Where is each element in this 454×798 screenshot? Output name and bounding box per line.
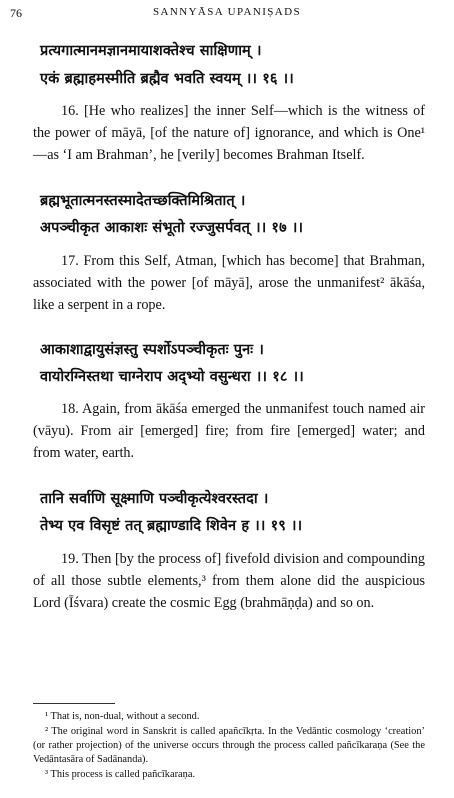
page-header xyxy=(10,6,444,22)
verse-19-sanskrit-line-2: तेभ्य एव विसृष्टं तत् ब्रह्माण्डादि शिवेन ह ।। १९ ।। xyxy=(40,518,303,534)
verse-16-translation-text: 16. [He who realizes] the inner Self—which is the witness of the power of māyā, [of the nature of] ignorance, and which is One¹—as ‘I am Brahman’, he [verily] becomes Brahman Itself. xyxy=(33,103,425,163)
verse-18-translation-text: 18. Again, from ākāśa emerged the unmanifest touch named air (vāyu). From air [emerged] fire; from fire [emerged] water; and from water, earth. xyxy=(33,401,425,461)
page-number: 76 xyxy=(10,6,22,20)
verse-16-sanskrit-line-2: एकं ब्रह्माहमस्मीति ब्रह्मैव भवति स्वयम् ।। १६ ।। xyxy=(40,71,294,87)
verse-19-translation xyxy=(33,548,425,614)
footnote-divider xyxy=(33,703,115,704)
footnotes xyxy=(33,710,425,782)
running-title: SANNYĀSA UPANIṢADS xyxy=(153,6,301,18)
verse-16-sanskrit-line-1: प्रत्यगात्मानमज्ञानमायाशक्तेश्च साक्षिणाम् । xyxy=(40,43,262,59)
verse-17-sanskrit-line-1: ब्रह्मभूतात्मनस्तस्मादेतच्छक्तिमिश्रितात् । xyxy=(40,193,246,209)
verse-18-sanskrit-line-2: वायोरग्निस्तथा चाग्नेराप अद्भ्यो वसुन्धरा ।। १८ ।। xyxy=(40,369,304,385)
footnote-3: ³ This process is called pañcīkaraṇa. xyxy=(45,769,196,780)
verse-18-translation xyxy=(33,398,425,464)
verse-17-translation xyxy=(33,250,425,316)
verse-19-sanskrit-line-1: तानि सर्वाणि सूक्ष्माणि पञ्चीकृत्येश्वरस्तदा । xyxy=(40,491,269,507)
verse-17-translation-text: 17. From this Self, Atman, [which has become] that Brahman, associated with the power [of māyā], arose the unmanifest² ākāśa, like a serpent in a rope. xyxy=(33,253,425,313)
verse-19-translation-text: 19. Then [by the process of] fivefold division and compounding of all those subtle elements,³ from them alone did the auspicious Lord (Īśvara) create the cosmic Egg (brahmāṇḍa) and so on. xyxy=(33,551,425,611)
footnote-2: ² The original word in Sanskrit is called apañcīkṛta. In the Vedāntic cosmology ‘creation’ (or rather projection) of the universe occurs through the process called pañcīkaraṇa (See the Vedāntasāra of Sadānanda). xyxy=(33,726,425,765)
footnote-1: ¹ That is, non-dual, without a second. xyxy=(45,711,200,722)
verse-17-sanskrit-line-2: अपञ्चीकृत आकाशः संभूतो रज्जुसर्पवत् ।। १७ ।। xyxy=(40,220,304,236)
verse-16-translation xyxy=(33,100,425,166)
verse-18-sanskrit-line-1: आकाशाद्वायुसंज्ञस्तु स्पर्शोऽपञ्चीकृतः पुनः । xyxy=(40,342,264,358)
